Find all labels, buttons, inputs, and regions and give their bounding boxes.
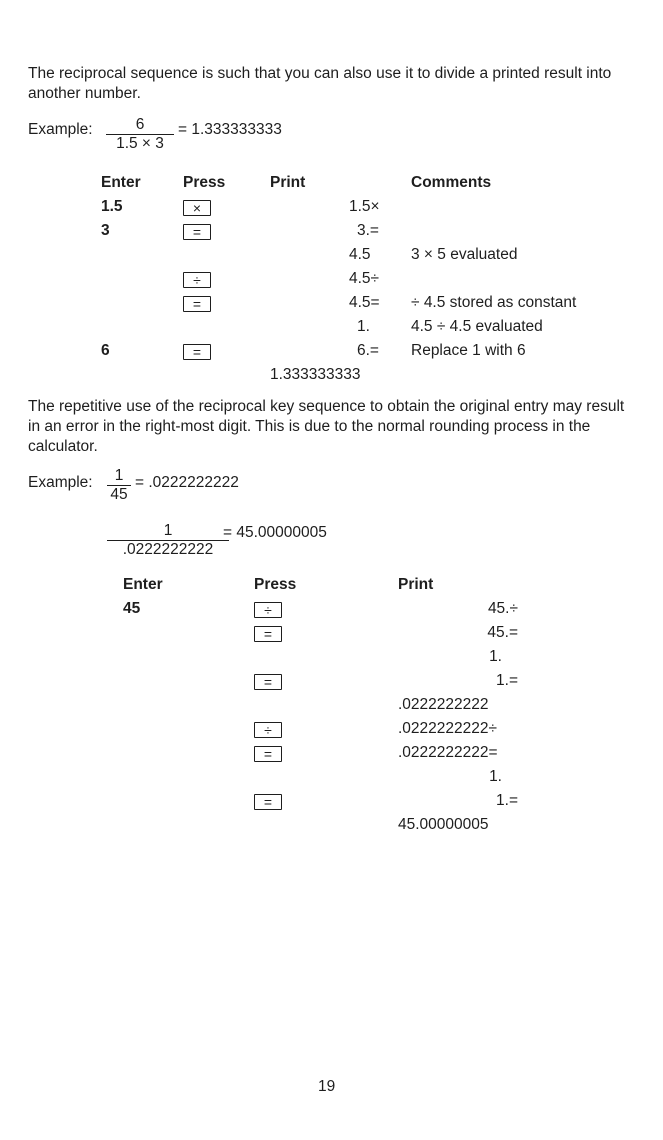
page-number: 19 [318, 1078, 336, 1095]
example1-denominator: 1.5 × 3 [106, 134, 174, 153]
table2-header-print: Print [398, 576, 434, 593]
table2-row2-print: 45.= [487, 624, 518, 641]
table1-row1-print: 1.5× [349, 198, 380, 215]
table1-row6-comment: 4.5 ÷ 4.5 evaluated [411, 318, 543, 335]
table2-row4-print: 1.= [496, 672, 518, 689]
table2-header-enter: Enter [123, 576, 163, 593]
table1-row6-print: 1. [357, 318, 370, 335]
table2-row7-print: .0222222222= [398, 744, 498, 761]
table2-row3-print: 1. [489, 648, 502, 665]
equals-key-icon: = [254, 794, 282, 810]
table1-row5-print: 4.5= [349, 294, 380, 311]
table1-row3-print: 4.5 [349, 246, 371, 263]
equals-key-icon: = [254, 626, 282, 642]
equals-key-icon: = [183, 296, 211, 312]
table1-row3-comment: 3 × 5 evaluated [411, 246, 518, 263]
equals-key-icon: = [254, 674, 282, 690]
example2-result: = .0222222222 [135, 474, 239, 491]
divide-key-icon: ÷ [254, 602, 282, 618]
table1-row7-print: 6.= [357, 342, 379, 359]
table2-header-press: Press [254, 576, 297, 593]
example1-fraction [106, 116, 174, 153]
example2-fraction [107, 467, 131, 504]
table1-row7-enter: 6 [101, 342, 110, 359]
table2-row6-print: .0222222222÷ [398, 720, 498, 737]
example3-result: = 45.00000005 [223, 524, 327, 541]
table1-header-press: Press [183, 174, 226, 191]
example1-result: = 1.333333333 [178, 121, 282, 138]
table1-final-print: 1.333333333 [270, 366, 361, 383]
table1-header-enter: Enter [101, 174, 141, 191]
second-paragraph: The repetitive use of the reciprocal key sequence to obtain the original entry may result in an error in the right-most digit. This is due to the normal rounding process in the calculator. [28, 398, 625, 455]
example3-numerator: 1 [163, 522, 173, 539]
table1-row4-print: 4.5÷ [349, 270, 380, 287]
table2-row1-enter: 45 [123, 600, 141, 617]
table1-row2-enter: 3 [101, 222, 110, 239]
table2-row9-print: 1.= [496, 792, 518, 809]
divide-key-icon: ÷ [254, 722, 282, 738]
example2-label: Example: [28, 474, 93, 491]
equals-key-icon: = [183, 224, 211, 240]
example3-fraction [107, 522, 229, 559]
table1-row1-enter: 1.5 [101, 198, 123, 215]
table1-header-print: Print [270, 174, 306, 191]
example2-numerator: 1 [114, 467, 124, 484]
table2-row8-print: 1. [489, 768, 502, 785]
example1-numerator: 6 [135, 116, 145, 133]
equals-key-icon: = [254, 746, 282, 762]
table1-row5-comment: ÷ 4.5 stored as constant [411, 294, 577, 311]
example3-denominator: .0222222222 [107, 540, 229, 559]
divide-key-icon: ÷ [183, 272, 211, 288]
table1-row2-print: 3.= [357, 222, 379, 239]
table1-header-comments: Comments [411, 174, 492, 191]
intro-paragraph: The reciprocal sequence is such that you can also use it to divide a printed result into another number. [28, 65, 612, 102]
table2-row10-print: 45.00000005 [398, 816, 489, 833]
example2-denominator: 45 [107, 485, 131, 504]
table1-row7-comment: Replace 1 with 6 [411, 342, 526, 359]
table2-row1-print: 45.÷ [487, 600, 518, 617]
example1-label: Example: [28, 121, 93, 138]
table2-row5-print: .0222222222 [398, 696, 489, 713]
multiply-key-icon: × [183, 200, 211, 216]
equals-key-icon: = [183, 344, 211, 360]
